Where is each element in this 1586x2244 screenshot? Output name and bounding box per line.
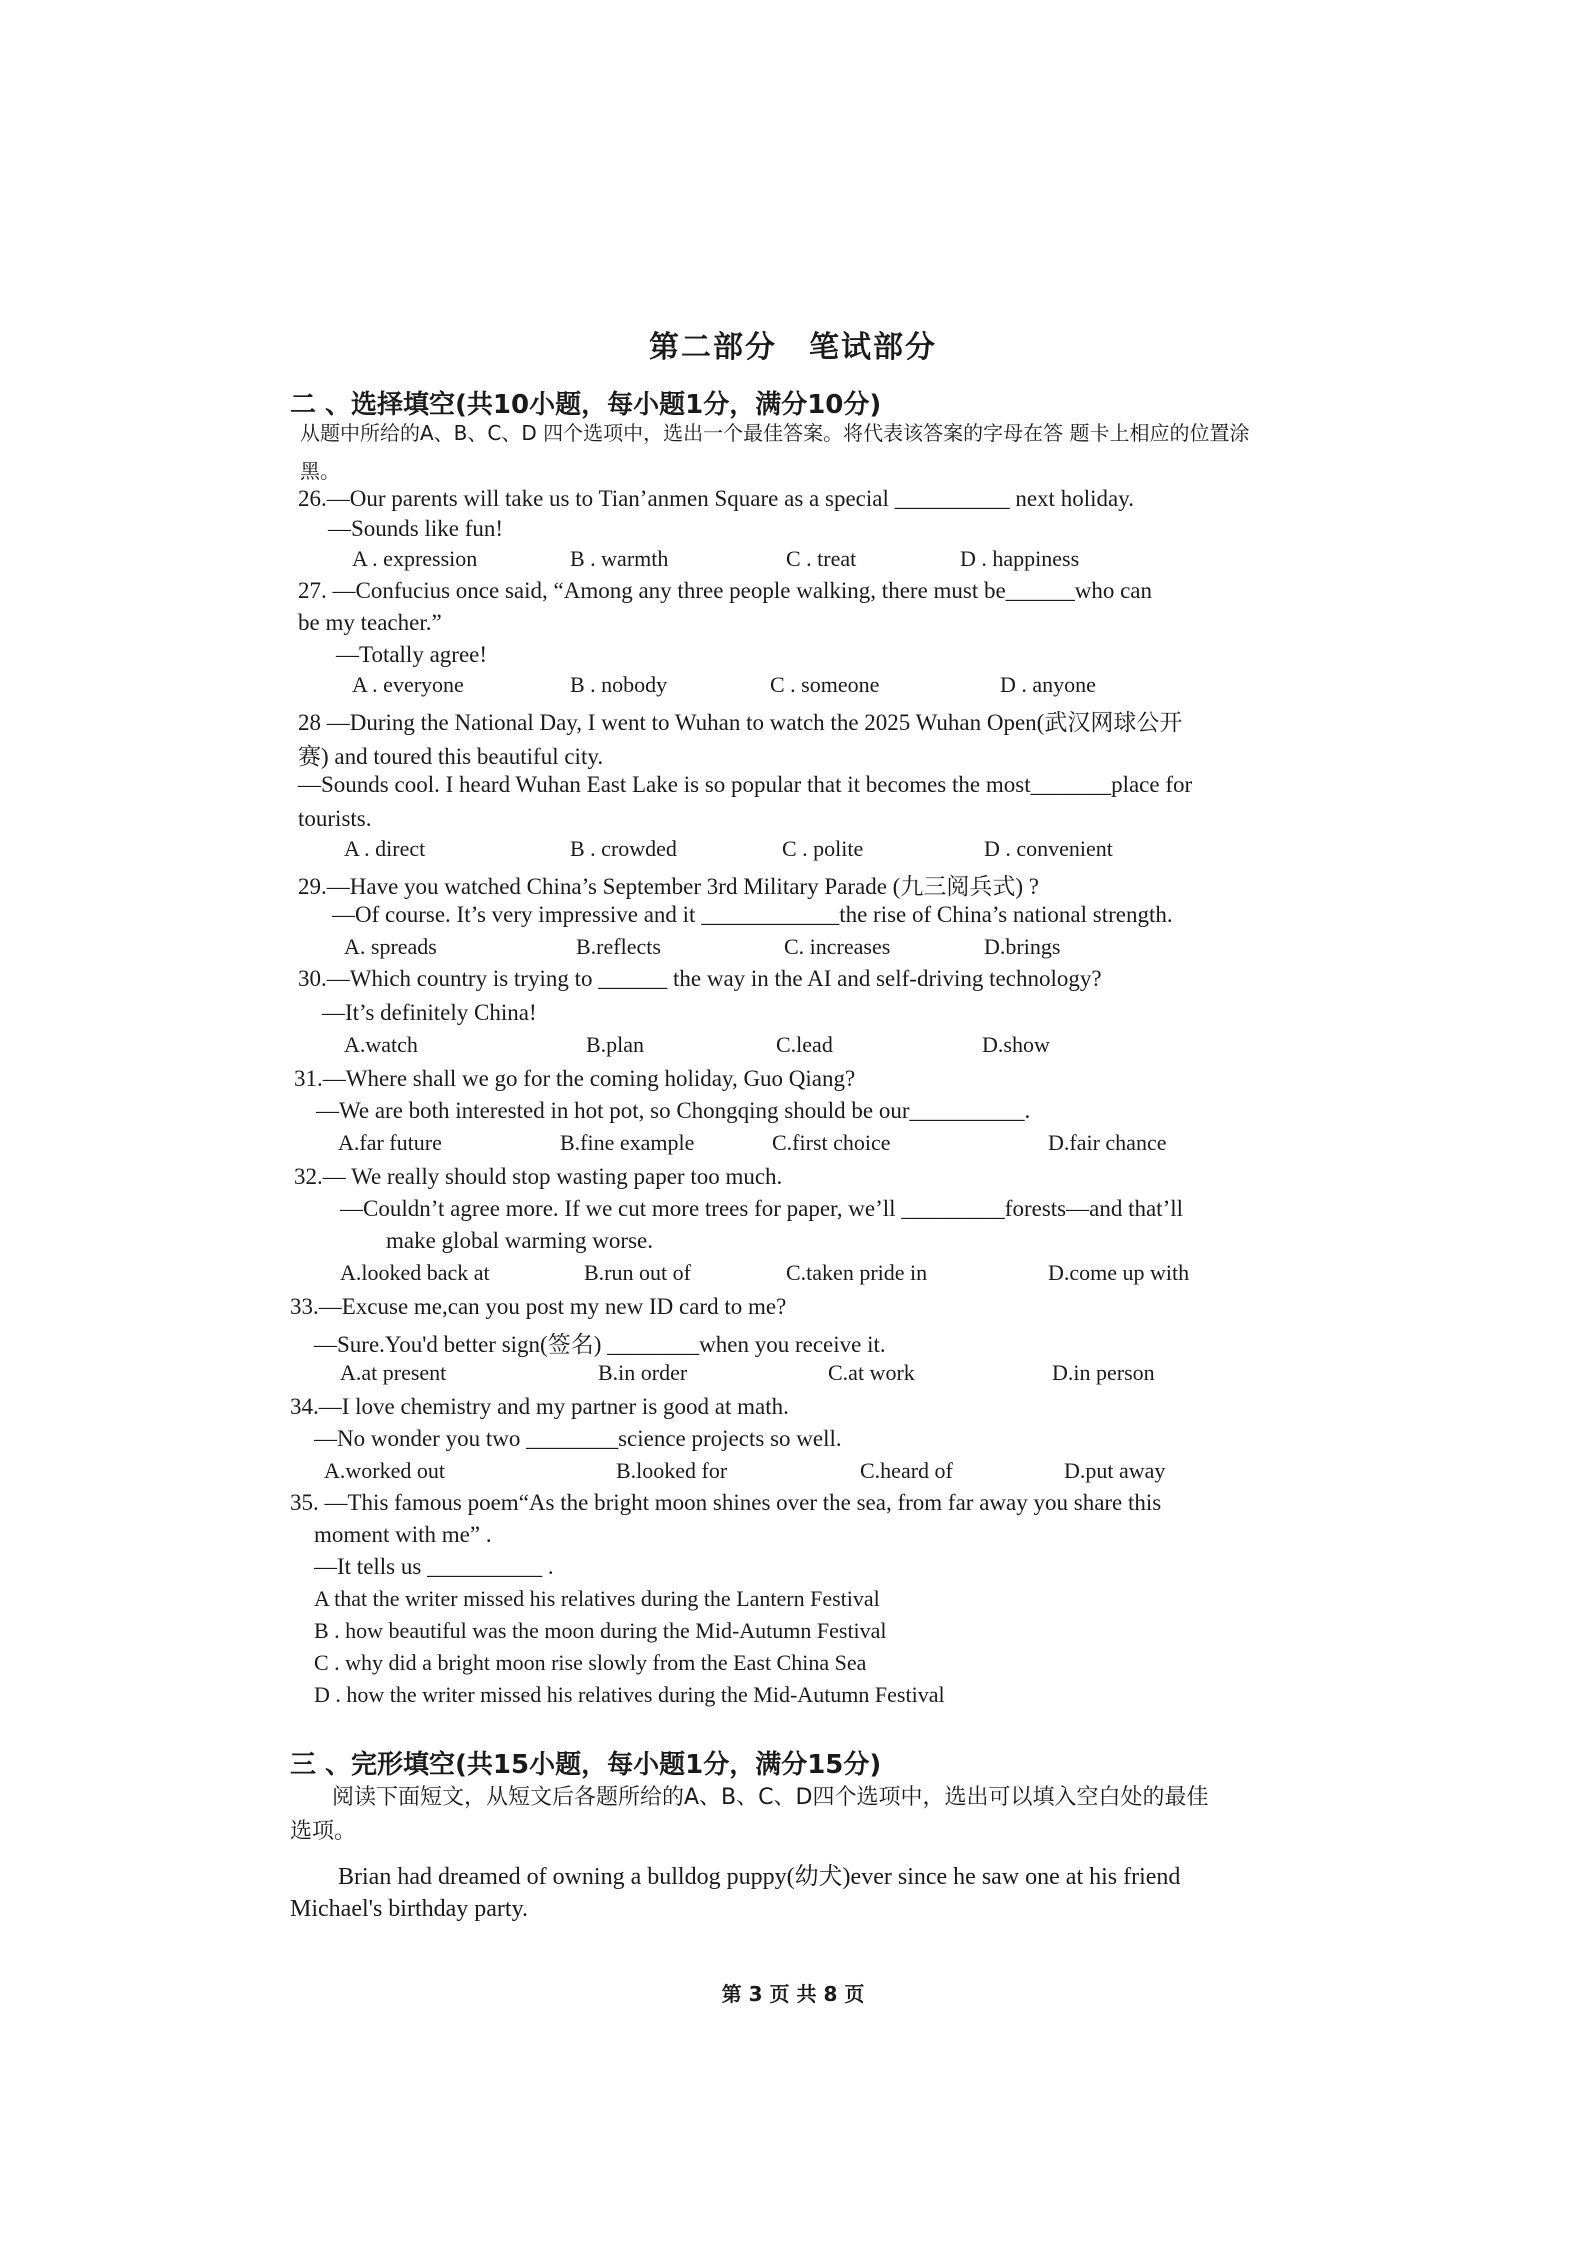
option-a: A . direct	[344, 836, 426, 861]
option-d: D.show	[982, 1032, 1050, 1057]
option-b: B . nobody	[570, 672, 668, 697]
q26-stem: 26.—Our parents will take us to Tian’anmen Square as a special __________ next holiday.	[298, 486, 1134, 511]
section-3-heading: 三 、完形填空(共15小题，每小题1分，满分15分)	[290, 1750, 882, 1780]
option-a: A.at present	[340, 1360, 447, 1385]
q34-reply: —No wonder you two ________science projects so well.	[314, 1426, 842, 1451]
passage-line-2: Michael's birthday party.	[290, 1896, 529, 1922]
q30-reply: —It’s definitely China!	[322, 1000, 537, 1025]
option-c: C . treat	[786, 546, 857, 571]
option-a: A. spreads	[344, 934, 437, 959]
option-c: C.heard of	[860, 1458, 953, 1483]
q28-reply: —Sounds cool. I heard Wuhan East Lake is so popular that it becomes the most_______place for	[298, 772, 1193, 797]
option-a: A.far future	[338, 1130, 442, 1155]
option-d: D.fair chance	[1048, 1130, 1167, 1155]
option-d: D . happiness	[960, 546, 1080, 571]
option-b: B.in order	[598, 1360, 688, 1385]
option-a: A . everyone	[352, 672, 464, 697]
q33-stem: 33.—Excuse me,can you post my new ID card to me?	[290, 1294, 787, 1319]
q32-reply: —Couldn’t agree more. If we cut more trees for paper, we’ll _________forests—and that’ll	[340, 1196, 1184, 1221]
q35-option-d: D . how the writer missed his relatives during the Mid-Autumn Festival	[314, 1682, 945, 1707]
option-d: D . anyone	[1000, 672, 1096, 697]
q26-reply: —Sounds like fun!	[328, 516, 504, 541]
option-c: C.lead	[776, 1032, 833, 1057]
option-d: D.put away	[1064, 1458, 1166, 1483]
q31-reply: —We are both interested in hot pot, so Chongqing should be our__________.	[316, 1098, 1031, 1123]
q30-stem: 30.—Which country is trying to ______ the way in the AI and self-driving technology?	[298, 966, 1102, 991]
option-d: D.in person	[1052, 1360, 1155, 1385]
option-a: A.watch	[344, 1032, 418, 1057]
option-c: C.first choice	[772, 1130, 891, 1155]
option-b: B.reflects	[576, 934, 661, 959]
option-d: D.come up with	[1048, 1260, 1190, 1285]
option-b: B.looked for	[616, 1458, 728, 1483]
option-c: C . polite	[782, 836, 864, 861]
q34-stem: 34.—I love chemistry and my partner is good at math.	[290, 1394, 789, 1419]
q27-stem-cont: be my teacher.”	[298, 610, 442, 635]
section-2-instruction: 从题中所给的A、B、C、D 四个选项中，选出一个最佳答案。将代表该答案的字母在答 题卡上相应的位置涂黑。	[300, 421, 1250, 483]
option-c: C . someone	[770, 672, 880, 697]
section-2-heading: 二 、选择填空(共10小题，每小题1分，满分10分)	[290, 390, 882, 420]
option-a: A . expression	[352, 546, 478, 571]
q33-reply: —Sure.You'd better sign(签名) ________when you receive it.	[314, 1332, 886, 1357]
q31-stem: 31.—Where shall we go for the coming holiday, Guo Qiang?	[294, 1066, 856, 1091]
page-title: 第二部分 笔试部分	[649, 330, 937, 365]
q35-stem-cont: moment with me” .	[314, 1522, 492, 1547]
section-3-instruction: 阅读下面短文，从短文后各题所给的A、B、C、D四个选项中，选出可以填入空白处的最佳	[332, 1785, 1209, 1810]
option-b: B . crowded	[570, 836, 677, 861]
option-b: B.plan	[586, 1032, 645, 1057]
q35-option-a: A that the writer missed his relatives during the Lantern Festival	[314, 1586, 880, 1611]
q28-reply-cont: tourists.	[298, 806, 372, 831]
q32-stem: 32.— We really should stop wasting paper too much.	[294, 1164, 783, 1189]
passage-line-1: Brian had dreamed of owning a bulldog puppy(幼犬)ever since he saw one at his friend	[338, 1864, 1181, 1890]
option-a: A.worked out	[324, 1458, 445, 1483]
section-3-instruction-cont: 选项。	[290, 1819, 357, 1844]
q28-stem: 28 —During the National Day, I went to Wuhan to watch the 2025 Wuhan Open(武汉网球公开	[298, 710, 1183, 735]
option-b: B . warmth	[570, 546, 669, 571]
q32-reply-cont: make global warming worse.	[386, 1228, 653, 1253]
q35-option-b: B . how beautiful was the moon during the Mid-Autumn Festival	[314, 1618, 887, 1643]
option-c: C.taken pride in	[786, 1260, 928, 1285]
option-b: B.run out of	[584, 1260, 691, 1285]
option-b: B.fine example	[560, 1130, 695, 1155]
option-a: A.looked back at	[340, 1260, 490, 1285]
q29-reply: —Of course. It’s very impressive and it ____________the rise of China’s national strength.	[332, 902, 1173, 927]
option-c: C.at work	[828, 1360, 915, 1385]
q28-stem-cont: 赛) and toured this beautiful city.	[298, 744, 604, 769]
q35-reply: —It tells us __________ .	[314, 1554, 554, 1579]
page-footer: 第 3 页 共 8 页	[721, 1982, 865, 2006]
option-d: D.brings	[984, 934, 1061, 959]
option-c: C. increases	[784, 934, 891, 959]
q29-stem: 29.—Have you watched China’s September 3rd Military Parade (九三阅兵式) ?	[298, 874, 1039, 899]
q27-reply: —Totally agree!	[336, 642, 488, 667]
option-d: D . convenient	[984, 836, 1113, 861]
q35-stem: 35. —This famous poem“As the bright moon shines over the sea, from far away you share this	[290, 1490, 1162, 1515]
q27-stem: 27. —Confucius once said, “Among any three people walking, there must be______who can	[298, 578, 1152, 603]
q35-option-c: C . why did a bright moon rise slowly from the East China Sea	[314, 1650, 867, 1675]
